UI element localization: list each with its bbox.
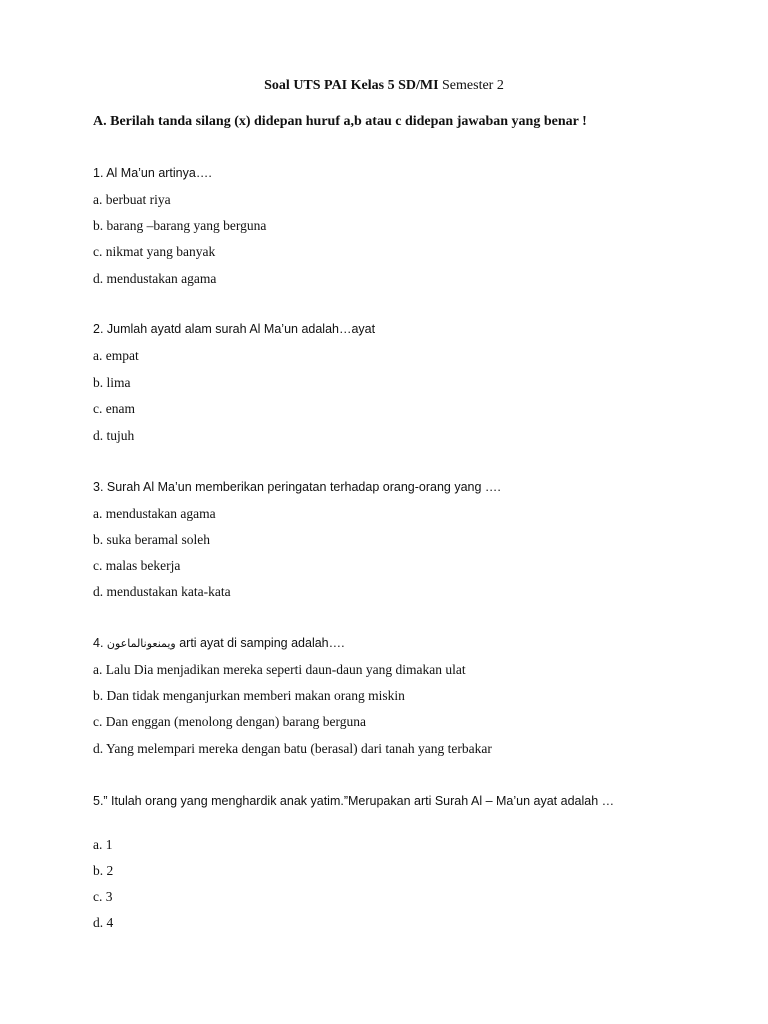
- q5-option-d: d. 4: [93, 915, 114, 930]
- q1-option-c: c. nikmat yang banyak: [93, 244, 216, 259]
- q2-option-c: c. enam: [93, 401, 135, 416]
- q3-option-d: d. mendustakan kata-kata: [93, 584, 231, 599]
- question-5: 5.” Itulah orang yang menghardik anak yatim.”Merupakan arti Surah Al – Ma’un ayat adalah …: [93, 794, 615, 808]
- q5-option-c: c. 3: [93, 889, 113, 904]
- q5-option-b: b. 2: [93, 863, 114, 878]
- q4-option-d: d. Yang melempari mereka dengan batu (berasal) dari tanah yang terbakar: [93, 741, 492, 756]
- q3-option-b: b. suka beramal soleh: [93, 532, 210, 547]
- q4-number: 4.: [93, 636, 107, 650]
- q1-option-b: b. barang –barang yang berguna: [93, 218, 267, 233]
- q2-option-d: d. tujuh: [93, 428, 135, 443]
- question-1: 1. Al Ma’un artinya….: [93, 166, 212, 180]
- title-semester: Semester 2: [438, 78, 504, 93]
- question-4: [93, 636, 345, 650]
- q1-option-d: d. mendustakan agama: [93, 271, 217, 286]
- instruction-text: A. Berilah tanda silang (x) didepan huruf a,b atau c didepan jawaban yang benar !: [93, 114, 587, 129]
- question-2: 2. Jumlah ayatd alam surah Al Ma’un adalah…ayat: [93, 322, 376, 336]
- title-bold: Soal UTS PAI Kelas 5 SD/MI: [264, 78, 439, 93]
- q4-option-c: c. Dan enggan (menolong dengan) barang berguna: [93, 714, 367, 729]
- q5-option-a: a. 1: [93, 837, 113, 852]
- q2-option-b: b. lima: [93, 375, 131, 390]
- q4-option-a: a. Lalu Dia menjadikan mereka seperti daun-daun yang dimakan ulat: [93, 662, 466, 677]
- question-3: 3. Surah Al Ma’un memberikan peringatan terhadap orang-orang yang ….: [93, 480, 501, 494]
- q4-arabic-verse: ويمنعونالماعون: [106, 637, 176, 650]
- q3-option-a: a. mendustakan agama: [93, 506, 216, 521]
- q3-option-c: c. malas bekerja: [93, 558, 181, 573]
- q2-option-a: a. empat: [93, 348, 139, 363]
- page-title: [0, 78, 768, 94]
- q1-option-a: a. berbuat riya: [93, 192, 171, 207]
- q4-question-text: arti ayat di samping adalah….: [175, 636, 345, 650]
- q4-option-b: b. Dan tidak menganjurkan memberi makan orang miskin: [93, 688, 405, 703]
